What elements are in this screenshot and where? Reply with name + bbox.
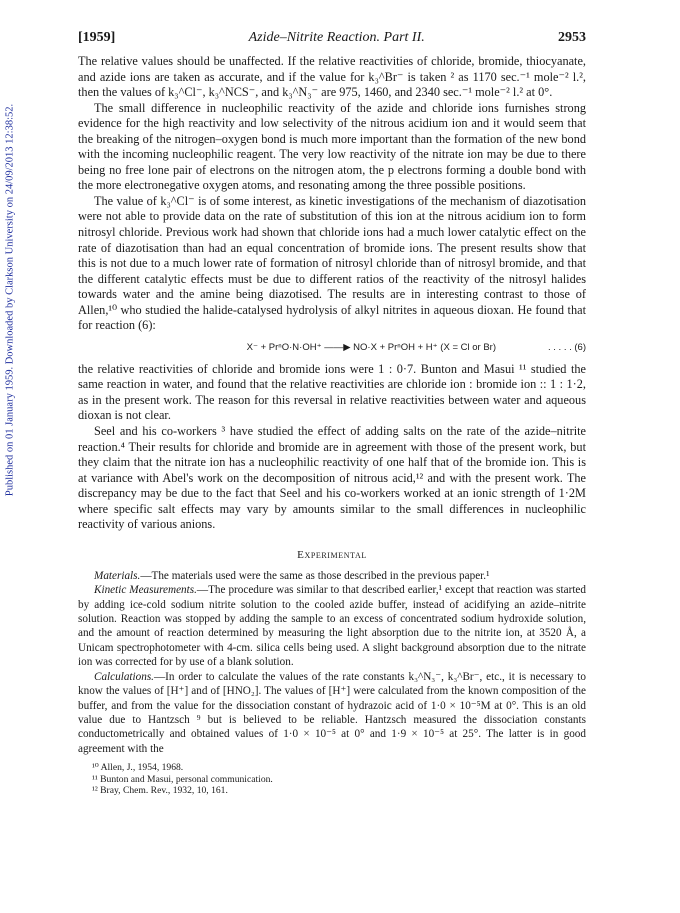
materials-text: —The materials used were the same as those described in the previous paper.¹ xyxy=(140,569,490,582)
calculations-paragraph xyxy=(78,670,586,756)
running-header xyxy=(78,30,586,46)
footnote-10: ¹⁰ Allen, J., 1954, 1968. xyxy=(92,762,184,774)
materials-label: Materials. xyxy=(94,569,141,582)
equation-text: X⁻ + PrⁿO·N·OH⁺ ——▶ NO·X + PrⁿOH + H⁺ (X = Cl or Br) xyxy=(246,342,496,354)
paragraph-1: The relative values should be unaffected. If the relative reactivities of chloride, bromide, thiocyanate, and azide ions are taken as accurate, and if the value for k₃^Br⁻ is taken ² as 1170 sec.⁻¹ mole⁻² l.², then the values of k₃^Cl⁻, k₃^NCS⁻, and k₃^N₃⁻ are 975, 1460, and 2340 sec.⁻¹ mole⁻² l.² at 0°. xyxy=(78,54,586,100)
header-title: Azide–Nitrite Reaction. Part II. xyxy=(248,30,425,45)
download-watermark xyxy=(0,0,28,600)
header-page-number: 2953 xyxy=(558,30,586,45)
download-watermark-text: Published on 01 January 1959. Downloaded by Clarkson University on 24/09/2013 12:38:52. xyxy=(4,103,16,497)
paragraph-3: The value of k₃^Cl⁻ is of some interest, as kinetic investigations of the mechanism of diazotisation were not able to provide data on the rate of substitution of this ion at the nitrous acidium ion to form nitrosyl chloride. Previous work had shown that chloride ions had a much lower catalytic effect on the rate of diazotisation than had an equal concentration of bromide ions. The present results show that this is not due to a much lower rate of formation of nitrosyl chloride than of nitrosyl bromide, and that the different catalytic effects must be due to different ratios of the reactivity of the nitrosyl halides towards water and the amine being diazotised. The results are in interesting contrast to those of Allen,¹⁰ who studied the halide-catalysed hydrolysis of alkyl nitrites in aqueous dioxan. He found that for reaction (6): xyxy=(78,193,586,333)
reaction-equation xyxy=(78,337,586,359)
paragraph-5: Seel and his co-workers ³ have studied the effect of adding salts on the rate of the azide–nitrite reaction.⁴ Their results for chloride and bromide are in agreement with those of the present work, but they claim that the nitrate ion has a nucleophilic reactivity of one half that of the bromide ion. This is at variance with Abel's work on the decomposition of nitrous acid,¹² and with the present work. The discrepancy may be due to the fact that Seel and his co-workers worked at an ionic strength of 1·2M where specific salt effects may vary by amounts similar to the small differences in nucleophilic reactivity of various anions. xyxy=(78,424,586,532)
journal-page xyxy=(78,30,586,797)
kinetic-text: —The procedure was similar to that described earlier,¹ except that reaction was started by adding ice-cold sodium nitrite solution to the cooled azide buffer, instead of acidifying an azide–nitrite solution. Reaction was stopped by adding the sample to an excess of concentrated sodium hydroxide solution, and the amount of reaction determined by measuring the light absorption due to the nitrite ion, at 3520 Å, a Unicam spectrophotometer with 4-cm. silica cells being used. A slight background absorption due to the nitrate ion was corrected for by use of a blank solution. xyxy=(78,584,586,669)
header-year: [1959] xyxy=(78,30,116,45)
kinetic-label: Kinetic Measurements. xyxy=(94,584,197,597)
footnote-11: ¹¹ Bunton and Masui, personal communication. xyxy=(92,773,273,785)
paragraph-2: The small difference in nucleophilic reactivity of the azide and chloride ions furnishes strong evidence for the high reactivity and low selectivity of the nitrous acidium ion and it would seem that the breaking of the nitrogen–oxygen bond is much more important than the formation of the new bond with the incoming nucleophilic reagent. The very low reactivity of the nitrate ion may be due to there being no free lone pair of electrons on the nitrogen atom, the p electrons forming a double bond with the more electronegative oxygen atoms, and resonating among the three possible positions. xyxy=(78,100,586,193)
calculations-label: Calculations. xyxy=(94,670,154,683)
experimental-text xyxy=(78,569,586,756)
footnote-12: ¹² Bray, Chem. Rev., 1932, 10, 161. xyxy=(92,785,228,797)
equation-number: . . . . . (6) xyxy=(547,342,586,354)
paragraph-4: the relative reactivities of chloride and bromide ions were 1 : 0·7. Bunton and Masui ¹¹ studied the same reaction in water, and found that the relative reactivities are chloride ion : bromide ion :: 1 : 1·2, as in the present work. The reason for this reversal in relative reactivities between water and aqueous dioxan is not clear. xyxy=(78,361,586,423)
section-heading-experimental: Experimental xyxy=(297,548,367,561)
discussion-text xyxy=(78,54,586,533)
calculations-text: —In order to calculate the values of the rate constants k₃^N₃⁻, k₃^Br⁻, etc., it is necessary to know the values of [H⁺] and of [HNO₂]. The values of [H⁺] were calculated from the known composition of the buffer, and from the value for the dissociation constant of hydrazoic acid of 1·0 × 10⁻⁵M at 0°. This is an old value due to Hantzsch ⁹ but is believed to be reliable. Hantzsch measured the dissociation constants conductometrically and obtained values of 1·0 × 10⁻⁵ at 0° and 1·9 × 10⁻⁵ at 25°. The latter is in good agreement with the xyxy=(78,670,586,755)
materials-paragraph xyxy=(78,569,586,583)
kinetic-paragraph xyxy=(78,583,586,669)
footnotes xyxy=(78,762,586,797)
